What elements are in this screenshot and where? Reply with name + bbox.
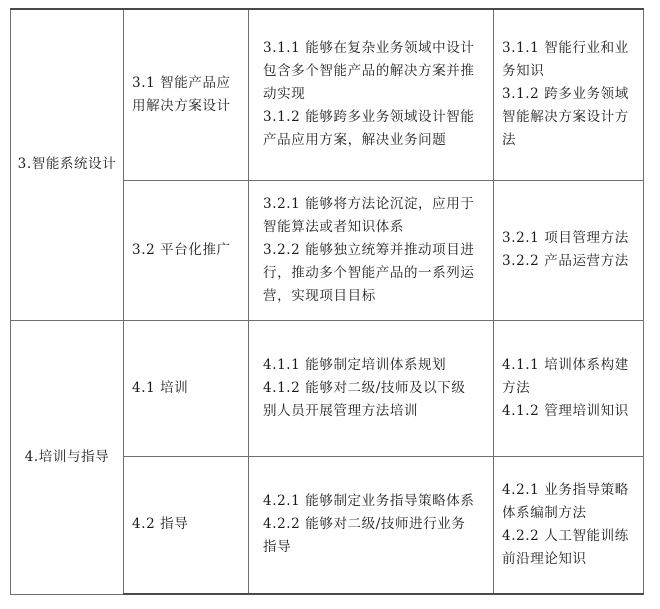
knowledge-item: 4.1.1 培训体系构建方法 [502,356,629,396]
requirement-item: 4.2.1 能够制定业务指导策略体系 [263,493,475,510]
requirement-item: 4.1.1 能够制定培训体系规划 [263,356,447,373]
skill-cell: 4.1 培训 [124,320,249,456]
skill-cell: 3.1 智能产品应用解决方案设计 [124,9,249,180]
competency-table [10,8,644,595]
knowledge-cell [494,9,644,180]
skill-cell: 3.2 平台化推广 [124,180,249,320]
requirement-item: 3.2.1 能够将方法论沉淀，应用于智能算法或者知识体系 [263,195,475,235]
knowledge-item: 3.2.2 产品运营方法 [502,253,629,269]
knowledge-cell [494,180,644,320]
requirement-item: 3.1.2 能够跨多业务领域设计智能产品应用方案，解决业务问题 [263,109,475,149]
knowledge-cell [494,320,644,456]
knowledge-item: 3.1.1 智能行业和业务知识 [502,40,629,80]
table-row [11,320,644,456]
requirement-item: 3.2.2 能够独立统筹并推动项目进行，推动多个智能产品的一系列运营，实现项目目标 [263,241,475,304]
knowledge-item: 4.1.2 管理培训知识 [502,402,629,419]
table-row [11,9,644,180]
skill-cell: 4.2 指导 [124,456,249,594]
domain-cell: 4.培训与指导 [11,320,124,594]
requirement-item: 4.1.2 能够对二级/技师及以下级别人员开展管理方法培训 [263,379,466,419]
requirement-cell [249,320,494,456]
knowledge-item: 3.1.2 跨多业务领域智能解决方案设计方法 [502,86,629,149]
requirement-cell [249,456,494,594]
requirement-cell [249,9,494,180]
knowledge-cell [494,456,644,594]
knowledge-item: 4.2.2 人工智能训练前沿理论知识 [502,527,629,567]
knowledge-item: 3.2.1 项目管理方法 [502,230,629,246]
requirement-item: 3.1.1 能够在复杂业务领域中设计包含多个智能产品的解决方案并推动实现 [263,40,475,103]
knowledge-item: 4.2.1 业务指导策略体系编制方法 [502,481,629,521]
requirement-cell [249,180,494,320]
domain-cell: 3.智能系统设计 [11,9,124,320]
requirement-item: 4.2.2 能够对二级/技师进行业务指导 [263,516,466,556]
